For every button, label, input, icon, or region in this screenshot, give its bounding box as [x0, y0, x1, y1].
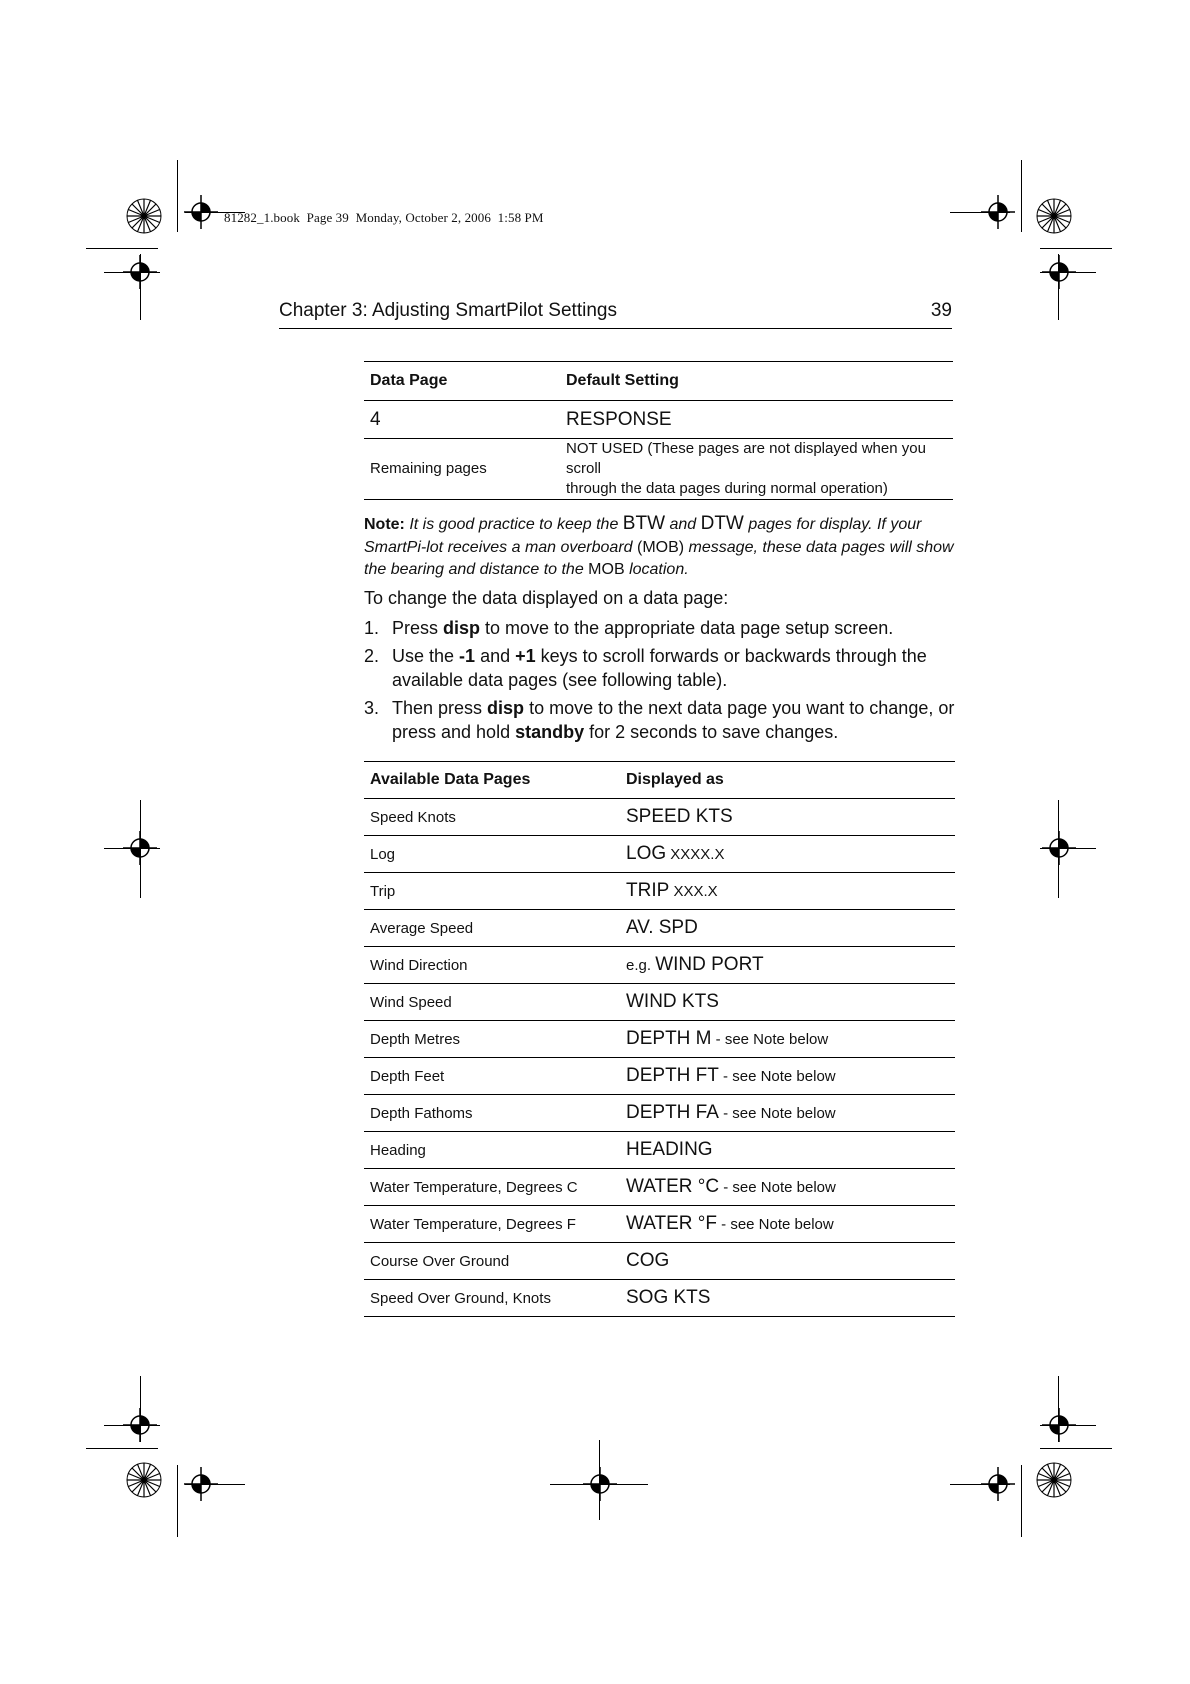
display-text: TRIP: [626, 880, 670, 901]
displayed-as: [620, 910, 955, 947]
setting-line: through the data pages during normal operation): [566, 480, 888, 497]
displayed-as: [620, 1132, 955, 1169]
step-text: keys to scroll forwards or backwards through the available data pages (see following table).: [392, 646, 927, 690]
page-number: 39: [930, 300, 952, 321]
note-term: DTW: [700, 513, 744, 534]
crop-line: [177, 160, 178, 232]
column-header: Data Page: [370, 372, 448, 389]
displayed-as: [620, 799, 955, 836]
registration-mark-icon: [184, 1467, 218, 1501]
registration-mark-icon: [184, 195, 218, 229]
instruction-steps: [364, 616, 956, 748]
table-row: [364, 439, 953, 500]
note-text: message, these data pages will show the bearing and distance to the: [364, 538, 954, 578]
display-text: DEPTH M: [626, 1028, 712, 1049]
registration-mark-icon: [123, 1408, 157, 1442]
default-settings-table: [364, 361, 953, 500]
step-item: [364, 696, 956, 744]
step-number: 1.: [364, 618, 380, 638]
data-page-name: Wind Speed: [370, 993, 452, 1011]
crop-line: [86, 1448, 158, 1449]
note-term: (MOB): [637, 538, 685, 556]
table-row: [364, 799, 955, 836]
column-header: Default Setting: [566, 372, 679, 389]
note-text: location.: [624, 561, 689, 578]
star-target-icon: [126, 1462, 162, 1498]
data-page-name: Depth Feet: [370, 1067, 445, 1085]
displayed-as: [620, 984, 955, 1021]
registration-mark-icon: [123, 255, 157, 289]
table-row: [364, 1058, 955, 1095]
data-page-name: Trip: [370, 882, 396, 900]
data-page-name: Depth Fathoms: [370, 1104, 473, 1122]
table-row: [364, 947, 955, 984]
registration-mark-icon: [123, 831, 157, 865]
default-setting-cell: RESPONSE: [566, 408, 672, 430]
note-term: BTW: [622, 513, 666, 534]
chapter-title: Chapter 3: Adjusting SmartPilot Settings: [279, 300, 617, 321]
display-text: WIND PORT: [655, 954, 764, 975]
key-name: standby: [515, 722, 585, 742]
table-row: [364, 1280, 955, 1317]
step-item: [364, 616, 956, 640]
display-suffix: - see Note below: [711, 1031, 829, 1048]
step-text: Press: [392, 618, 444, 638]
table-row: [364, 1132, 955, 1169]
crop-line: [1040, 248, 1112, 249]
data-page-name: Depth Metres: [370, 1030, 461, 1048]
table-row: [364, 836, 955, 873]
display-text: DEPTH FA: [626, 1102, 719, 1123]
displayed-as: [620, 1058, 955, 1095]
note-label: Note:: [364, 516, 405, 533]
display-text: WIND KTS: [626, 991, 719, 1012]
display-suffix: XXX.X: [669, 883, 718, 900]
displayed-as: [620, 1280, 955, 1317]
step-item: [364, 644, 956, 692]
registration-mark-icon: [981, 195, 1015, 229]
data-page-name: Water Temperature, Degrees C: [370, 1178, 578, 1196]
display-text: DEPTH FT: [626, 1065, 719, 1086]
crop-line: [177, 1465, 178, 1537]
step-number: 3.: [364, 698, 380, 718]
star-target-icon: [1036, 198, 1072, 234]
step-text: and: [475, 646, 516, 666]
available-data-pages-table: [364, 761, 955, 1317]
data-page-name: Speed Knots: [370, 808, 456, 826]
display-text: SOG KTS: [626, 1287, 711, 1308]
display-text: LOG: [626, 843, 667, 864]
step-text: to move to the next data page you want to change, or press and hold: [392, 698, 955, 742]
running-header: [279, 298, 952, 329]
displayed-as: [620, 1243, 955, 1280]
table-row: [364, 1169, 955, 1206]
step-text: for 2 seconds to save changes.: [584, 722, 839, 742]
note-term: MOB: [588, 561, 625, 578]
registration-mark-icon: [981, 1467, 1015, 1501]
display-suffix: - see Note below: [718, 1068, 836, 1085]
displayed-as: [620, 1021, 955, 1058]
data-page-name: Average Speed: [370, 919, 474, 937]
star-target-icon: [1036, 1462, 1072, 1498]
display-suffix: - see Note below: [716, 1216, 834, 1233]
step-text: Then press: [392, 698, 488, 718]
table-row: [364, 401, 953, 439]
crop-line: [1021, 160, 1022, 232]
display-prefix: e.g.: [626, 957, 656, 974]
note-text: pages for display. If your SmartPi-lot receives a man overboard: [364, 516, 922, 556]
registration-mark-icon: [1042, 255, 1076, 289]
key-name: +1: [515, 646, 536, 666]
crop-line: [1021, 1465, 1022, 1537]
column-header: Displayed as: [626, 771, 724, 788]
display-text: COG: [626, 1250, 670, 1271]
displayed-as: [620, 1206, 955, 1243]
display-suffix: XXXX.X: [666, 846, 725, 863]
data-page-cell: 4: [370, 408, 381, 430]
instructions-intro: To change the data displayed on a data page:: [364, 588, 729, 608]
data-page-name: Water Temperature, Degrees F: [370, 1215, 576, 1233]
step-text: to move to the appropriate data page setup screen.: [480, 618, 894, 638]
crop-line: [1040, 1448, 1112, 1449]
display-text: WATER °F: [626, 1213, 717, 1234]
displayed-as: [620, 947, 955, 984]
table-row: [364, 984, 955, 1021]
registration-mark-icon: [1042, 831, 1076, 865]
key-name: disp: [487, 698, 525, 718]
default-setting-cell: [560, 439, 953, 500]
table-header-row: [364, 762, 955, 799]
data-page-cell: Remaining pages: [370, 460, 487, 477]
data-page-name: Course Over Ground: [370, 1252, 510, 1270]
setting-line: NOT USED (These pages are not displayed when you scroll: [566, 440, 926, 477]
step-text: Use the: [392, 646, 460, 666]
column-header: Available Data Pages: [370, 771, 531, 788]
display-suffix: - see Note below: [719, 1179, 836, 1196]
displayed-as: [620, 1095, 955, 1132]
table-row: [364, 1095, 955, 1132]
table-body: [364, 799, 955, 1317]
display-text: SPEED KTS: [626, 806, 733, 827]
note-text: It is good practice to keep the: [404, 516, 623, 533]
table-header-row: [364, 362, 953, 401]
star-target-icon: [126, 198, 162, 234]
note-paragraph: [364, 513, 956, 582]
table-row: [364, 1243, 955, 1280]
data-page-name: Speed Over Ground, Knots: [370, 1289, 551, 1307]
table-row: [364, 1206, 955, 1243]
display-text: HEADING: [626, 1139, 713, 1160]
key-name: -1: [459, 646, 476, 666]
key-name: disp: [443, 618, 481, 638]
table-row: [364, 910, 955, 947]
displayed-as: [620, 873, 955, 910]
table-row: [364, 1021, 955, 1058]
data-page-name: Log: [370, 845, 396, 863]
crop-line: [86, 248, 158, 249]
note-text: and: [665, 516, 701, 533]
display-text: AV. SPD: [626, 917, 698, 938]
registration-mark-icon: [583, 1467, 617, 1501]
table-row: [364, 873, 955, 910]
display-text: WATER °C: [626, 1176, 720, 1197]
displayed-as: [620, 1169, 955, 1206]
displayed-as: [620, 836, 955, 873]
display-suffix: - see Note below: [718, 1105, 836, 1122]
data-page-name: Heading: [370, 1141, 426, 1159]
step-number: 2.: [364, 646, 380, 666]
data-page-name: Wind Direction: [370, 956, 468, 974]
registration-mark-icon: [1042, 1408, 1076, 1442]
print-slug: 81282_1.book Page 39 Monday, October 2, 2006 1:58 PM: [224, 210, 544, 225]
